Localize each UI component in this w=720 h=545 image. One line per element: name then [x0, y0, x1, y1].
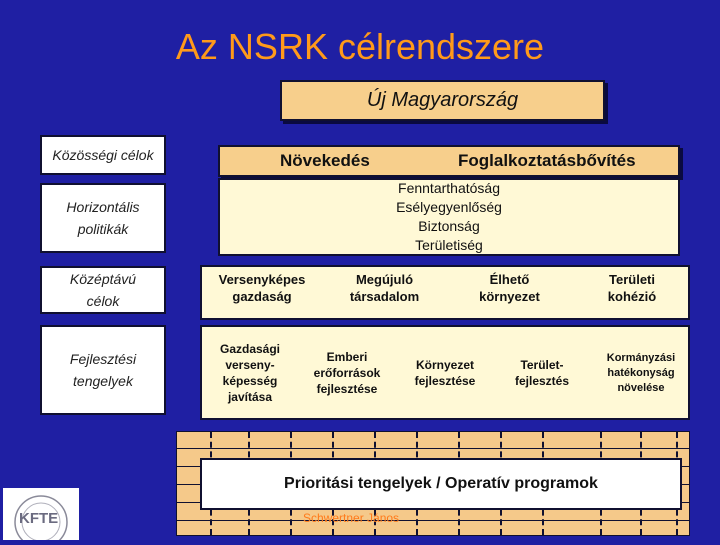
- mid-term-goal-livable-environment: [447, 271, 572, 305]
- axis-line: erőforrások: [313, 366, 381, 380]
- axis-governance-efficiency: [590, 337, 692, 409]
- axis-line: hatékonyság: [607, 366, 675, 379]
- level-label-axes: Fejlesztési tengelyek: [40, 325, 166, 415]
- mid-term-goal-line: környezet: [479, 289, 540, 304]
- axis-line: képesség: [222, 374, 278, 388]
- goal-growth: Növekedés: [280, 151, 370, 170]
- panel-divider: [176, 448, 690, 449]
- policy-territoriality: Területiség: [415, 237, 483, 253]
- logo-text: KFTE: [19, 510, 59, 527]
- mid-term-goal-line: Versenyképes: [218, 272, 306, 287]
- mid-term-goal-line: gazdaság: [232, 289, 292, 304]
- policy-equal-opportunity: Esélyegyenlőség: [396, 199, 502, 215]
- author-credit: Schwertner János: [303, 511, 400, 525]
- panel-divider: [176, 520, 690, 521]
- mid-term-goal-renewing-society: [322, 271, 447, 305]
- level-label-community: Közösségi célok: [40, 135, 166, 175]
- horizontal-policies-box: [218, 178, 680, 256]
- axis-line: fejlesztése: [316, 382, 378, 396]
- mid-term-goal-line: kohézió: [607, 289, 657, 304]
- community-goals-box: [218, 145, 680, 177]
- mid-term-goal-line: Élhető: [489, 272, 530, 287]
- axis-line: Környezet: [415, 358, 474, 372]
- mid-term-goal-territorial-cohesion: [572, 271, 692, 305]
- axis-line: fejlesztés: [514, 374, 570, 388]
- level-label-horizontal: Horizontális politikák: [40, 183, 166, 253]
- axis-economic-competitiveness: [202, 337, 298, 409]
- axis-line: növelése: [617, 381, 665, 394]
- axis-environment: [396, 337, 494, 409]
- axis-line: javítása: [227, 390, 273, 404]
- policy-sustainability: Fenntarthatóság: [398, 180, 500, 196]
- axis-line: verseny-: [225, 358, 275, 372]
- axis-line: Emberi: [326, 350, 368, 364]
- axis-human-resources: [298, 337, 396, 409]
- policy-security: Biztonság: [418, 218, 480, 234]
- page-title: Az NSRK célrendszere: [175, 26, 545, 67]
- axis-regional-development: [494, 337, 590, 409]
- mid-term-goal-line: Megújuló: [355, 272, 414, 287]
- level-label-mid-term: Középtávú célok: [40, 266, 166, 314]
- top-goal-box: Új Magyarország: [280, 80, 605, 121]
- axis-line: Gazdasági: [219, 342, 281, 356]
- kfte-seal-logo: [3, 488, 79, 540]
- mid-term-goal-line: társadalom: [349, 289, 420, 304]
- mid-term-goals-box: [200, 265, 690, 320]
- mid-term-goal-line: Területi: [609, 272, 655, 287]
- development-axes-box: [200, 325, 690, 420]
- priorities-label-box: Prioritási tengelyek / Operatív programok: [200, 458, 682, 510]
- goal-employment: Foglalkoztatásbővítés: [458, 151, 636, 170]
- axis-line: Kormányzási: [606, 351, 676, 364]
- axis-line: Terület-: [520, 358, 564, 372]
- mid-term-goal-competitive-economy: [202, 271, 322, 305]
- axis-line: fejlesztése: [414, 374, 476, 388]
